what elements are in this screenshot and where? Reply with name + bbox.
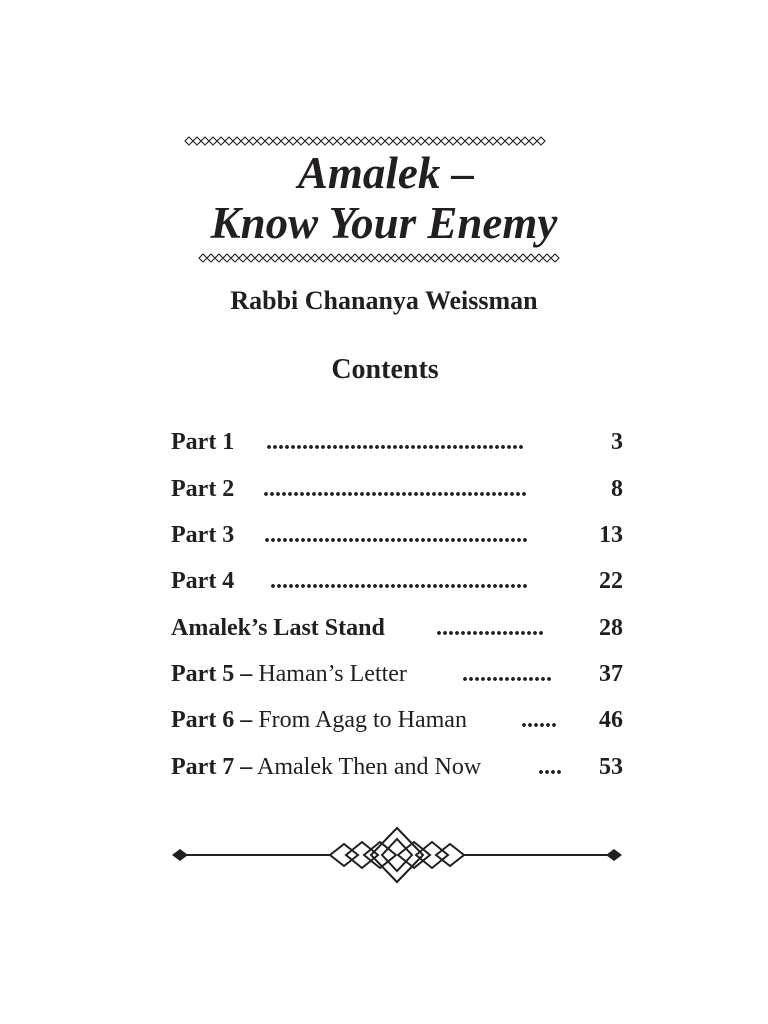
toc-entry-part-2[interactable] [171, 472, 623, 506]
border-diamond [479, 254, 487, 262]
border-diamond [447, 254, 455, 262]
border-diamond [223, 254, 231, 262]
border-diamond [551, 254, 559, 262]
toc-leader-dots: .................. [436, 615, 544, 641]
border-diamond [263, 254, 271, 262]
ornament-end-right [606, 849, 622, 861]
border-diamond [537, 137, 545, 145]
border-diamond [511, 254, 519, 262]
toc-entry-label: Part 5 – Haman’s Letter [171, 661, 407, 687]
border-diamond [353, 137, 361, 145]
border-diamond [311, 254, 319, 262]
border-diamond [521, 137, 529, 145]
border-diamond [473, 137, 481, 145]
toc-leader-dots: ........................................... [270, 568, 528, 594]
border-diamond [375, 254, 383, 262]
border-diamond [369, 137, 377, 145]
border-diamond [337, 137, 345, 145]
border-diamond [505, 137, 513, 145]
toc-entry-subtitle: Amalek Then and Now [257, 754, 482, 780]
border-diamond [295, 254, 303, 262]
border-diamond [207, 254, 215, 262]
border-diamond [401, 137, 409, 145]
toc-leader-dots: ...... [521, 707, 557, 733]
border-diamond [209, 137, 217, 145]
toc-entry-last-stand[interactable] [171, 611, 623, 645]
toc-leader-dots: ............................................ [264, 522, 528, 548]
border-diamond [297, 137, 305, 145]
toc-entry-label: Part 1 [171, 429, 235, 455]
toc-entry-subtitle: From Agag to Haman [258, 707, 467, 733]
border-diamond [305, 137, 313, 145]
border-diamond [265, 137, 273, 145]
border-diamond [359, 254, 367, 262]
border-diamond [417, 137, 425, 145]
border-diamond [439, 254, 447, 262]
toc-page-number: 37 [599, 661, 623, 687]
border-diamond [287, 254, 295, 262]
border-diamond [377, 137, 385, 145]
border-diamond [321, 137, 329, 145]
border-diamond [519, 254, 527, 262]
border-diamond [423, 254, 431, 262]
toc-leader-dots: .... [538, 754, 562, 780]
border-diamond [271, 254, 279, 262]
border-diamond [497, 137, 505, 145]
toc-entry-label: Amalek’s Last Stand [171, 615, 385, 641]
ornament-divider [170, 825, 624, 885]
border-diamond [329, 137, 337, 145]
border-diamond [249, 137, 257, 145]
border-diamond [257, 137, 265, 145]
border-diamond [495, 254, 503, 262]
border-diamond [449, 137, 457, 145]
border-diamond [225, 137, 233, 145]
border-diamond [247, 254, 255, 262]
toc-entry-part-1[interactable] [171, 425, 623, 459]
toc-page-number: 13 [599, 522, 623, 548]
border-diamond [273, 137, 281, 145]
border-diamond [303, 254, 311, 262]
border-diamond [185, 137, 193, 145]
border-diamond [385, 137, 393, 145]
toc-page-number: 53 [599, 754, 623, 780]
toc-leader-dots: ............... [462, 661, 552, 687]
toc-leader-dots: ........................................... [266, 429, 524, 455]
toc-leader-dots: ............................................ [263, 476, 527, 502]
border-diamond [281, 137, 289, 145]
border-diamond [471, 254, 479, 262]
border-diamond [233, 137, 241, 145]
toc-entry-label: Part 2 [171, 476, 235, 502]
toc-entry-part-6[interactable] [171, 703, 623, 737]
border-diamond [399, 254, 407, 262]
border-diamond [361, 137, 369, 145]
border-diamond [543, 254, 551, 262]
toc-entry-label: Part 7 – Amalek Then and Now [171, 754, 482, 780]
toc-page-number: 22 [599, 568, 623, 594]
toc-entry-label: Part 4 [171, 568, 235, 594]
border-diamond [457, 137, 465, 145]
border-diamond [441, 137, 449, 145]
toc-entry-subtitle: Haman’s Letter [258, 661, 407, 687]
border-diamond [529, 137, 537, 145]
border-diamond [383, 254, 391, 262]
border-diamond [431, 254, 439, 262]
title-bottom-border [198, 252, 568, 264]
border-diamond [327, 254, 335, 262]
toc-entry-part-4[interactable] [171, 564, 623, 598]
ornament-end-left [172, 849, 188, 861]
border-diamond [481, 137, 489, 145]
toc-page-number: 28 [599, 615, 623, 641]
border-diamond [199, 254, 207, 262]
border-diamond [193, 137, 201, 145]
border-diamond [503, 254, 511, 262]
border-diamond [409, 137, 417, 145]
border-diamond [455, 254, 463, 262]
border-diamond [289, 137, 297, 145]
border-diamond [535, 254, 543, 262]
border-diamond [367, 254, 375, 262]
border-diamond [241, 137, 249, 145]
border-diamond [351, 254, 359, 262]
border-diamond [335, 254, 343, 262]
border-diamond [465, 137, 473, 145]
border-diamond [231, 254, 239, 262]
title-top-border [184, 135, 552, 147]
border-diamond [463, 254, 471, 262]
border-diamond [215, 254, 223, 262]
border-diamond [513, 137, 521, 145]
toc-entry-part-5[interactable] [171, 657, 623, 691]
border-diamond [217, 137, 225, 145]
border-diamond [279, 254, 287, 262]
border-diamond [489, 137, 497, 145]
toc-entry-part-3[interactable] [171, 518, 623, 552]
border-diamond [527, 254, 535, 262]
toc-page-number: 46 [599, 707, 623, 733]
border-diamond [415, 254, 423, 262]
contents-heading: Contents [331, 354, 439, 385]
border-diamond [201, 137, 209, 145]
border-diamond [487, 254, 495, 262]
toc-entry-part-7[interactable] [171, 750, 623, 784]
border-diamond [433, 137, 441, 145]
title-line-1: Amalek – [297, 148, 475, 198]
author-name: Rabbi Chananya Weissman [230, 286, 538, 315]
border-diamond [393, 137, 401, 145]
border-diamond [345, 137, 353, 145]
toc-page-number: 8 [611, 476, 623, 502]
border-diamond [255, 254, 263, 262]
border-diamond [239, 254, 247, 262]
title-line-2: Know Your Enemy [210, 198, 558, 248]
toc-entry-label: Part 6 – From Agag to Haman [171, 707, 467, 733]
toc-entry-label: Part 3 [171, 522, 235, 548]
border-diamond [313, 137, 321, 145]
border-diamond [425, 137, 433, 145]
toc-page-number: 3 [611, 429, 623, 455]
border-diamond [343, 254, 351, 262]
border-diamond [319, 254, 327, 262]
border-diamond [391, 254, 399, 262]
border-diamond [407, 254, 415, 262]
